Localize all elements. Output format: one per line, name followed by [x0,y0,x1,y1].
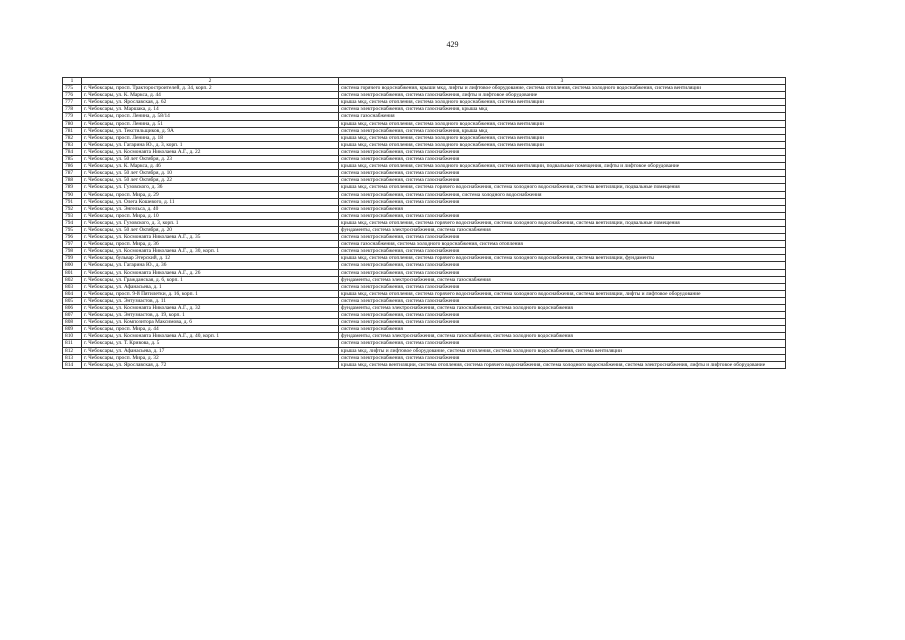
row-address: г. Чебоксары, ул. Олега Кошевого, д. 11 [82,198,339,205]
row-number: 813 [63,354,82,361]
table-row [63,347,786,354]
row-systems: крыша мкд, система отопления, система холодного водоснабжения, система вентиляции [339,134,786,141]
row-number: 777 [63,99,82,106]
table-row [63,297,786,304]
row-number: 786 [63,163,82,170]
row-systems: система электроснабжения [339,205,786,212]
row-systems: крыша мкд, система отопления, система холодного водоснабжения, система вентиляции, подвальные помещения, лифты и лифтовое оборудование [339,163,786,170]
table-row [63,212,786,219]
row-address: г. Чебоксары, ул. Ярославская, д. 72 [82,361,339,368]
table-row [63,92,786,99]
row-number: 784 [63,148,82,155]
row-systems: система электроснабжения, система газоснабжения, крыша мкд [339,127,786,134]
row-address: г. Чебоксары, просп. Ленина, д. 58/14 [82,113,339,120]
row-address: г. Чебоксары, ул. Гузовского, д. 3, корп. 1 [82,219,339,226]
row-number: 776 [63,92,82,99]
row-systems: система электроснабжения, система газоснабжения [339,234,786,241]
row-number: 781 [63,127,82,134]
table-row [63,262,786,269]
table-row [63,85,786,92]
row-number: 795 [63,226,82,233]
row-address: г. Чебоксары, ул. 50 лет Октября, д. 10 [82,170,339,177]
row-number: 779 [63,113,82,120]
row-address: г. Чебоксары, ул. Афанасьева, д. 1 [82,283,339,290]
row-address: г. Чебоксары, ул. Космонавта Николаева А.Г., д. 26 [82,269,339,276]
row-number: 810 [63,333,82,340]
row-systems: система электроснабжения, система газоснабжения [339,170,786,177]
row-address: г. Чебоксары, ул. Космонавта Николаева А.Г., д. 30, корп. 1 [82,248,339,255]
table-row [63,333,786,340]
row-systems: система электроснабжения, система газоснабжения [339,262,786,269]
table-row [63,361,786,368]
row-address: г. Чебоксары, просп. Тракторостроителей, д. 34, корп. 2 [82,85,339,92]
row-systems: система электроснабжения, система газоснабжения, крыша мкд [339,106,786,113]
page-number: 429 [446,40,459,49]
row-systems: система электроснабжения, система газоснабжения [339,312,786,319]
row-number: 806 [63,305,82,312]
row-address: г. Чебоксары, бульвар Эгерский, д. 12 [82,255,339,262]
row-number: 783 [63,141,82,148]
row-systems: крыша мкд, система отопления, система горячего водоснабжения, система холодного водоснабжения, система вентиляции, лифты и лифтовое оборудование [339,290,786,297]
row-systems: крыша мкд, система отопления, система горячего водоснабжения, система холодного водоснабжения, система вентиляции, фундаменты [339,255,786,262]
table-row [63,269,786,276]
table-row [63,219,786,226]
table-row [63,156,786,163]
row-number: 801 [63,269,82,276]
row-address: г. Чебоксары, ул. 50 лет Октября, д. 20 [82,226,339,233]
row-number: 802 [63,276,82,283]
row-systems: система электроснабжения, система газоснабжения, система холодного водоснабжения [339,191,786,198]
row-address: г. Чебоксары, ул. Маршака, д. 14 [82,106,339,113]
row-systems: система газоснабжения [339,113,786,120]
row-systems: система электроснабжения, система газоснабжения, лифты и лифтовое оборудование [339,92,786,99]
row-systems: фундаменты, система электроснабжения, система газоснабжения, система холодного водоснабжения [339,305,786,312]
table-row [63,99,786,106]
row-address: г. Чебоксары, просп. Мира, д. 32 [82,354,339,361]
row-number: 791 [63,198,82,205]
row-address: г. Чебоксары, просп. Мира, д. 29 [82,191,339,198]
row-address: г. Чебоксары, ул. Т. Кривова, д. 5 [82,340,339,347]
table-row [63,241,786,248]
row-systems: крыша мкд, система вентиляции, система отопления, система горячего водоснабжения, система холодного водоснабжения, система электроснабжения, лифты и лифтовое оборудование [339,361,786,368]
row-address: г. Чебоксары, просп. Ленина, д. 18 [82,134,339,141]
row-number: 805 [63,297,82,304]
row-number: 789 [63,184,82,191]
row-address: г. Чебоксары, ул. 50 лет Октября, д. 22 [82,177,339,184]
row-systems: крыша мкд, система отопления, система холодного водоснабжения, система вентиляции [339,120,786,127]
header-cell-address: 2 [82,78,339,85]
row-number: 807 [63,312,82,319]
table-row [63,276,786,283]
row-address: г. Чебоксары, просп. Ленина, д. 51 [82,120,339,127]
row-number: 799 [63,255,82,262]
header-cell-number: 1 [63,78,82,85]
row-systems: система электроснабжения, система газоснабжения [339,198,786,205]
row-address: г. Чебоксары, просп. 9-й Пятилетки, д. 16, корп. 1 [82,290,339,297]
row-address: г. Чебоксары, ул. К. Маркса, д. 44 [82,92,339,99]
row-number: 785 [63,156,82,163]
row-address: г. Чебоксары, ул. Афанасьева, д. 17 [82,347,339,354]
row-number: 811 [63,340,82,347]
row-address: г. Чебоксары, ул. Композитора Максимова, д. 6 [82,319,339,326]
row-number: 787 [63,170,82,177]
row-systems: фундаменты, система электроснабжения, система газоснабжения, система холодного водоснабжения [339,333,786,340]
row-systems: система электроснабжения, система газоснабжения [339,319,786,326]
row-systems: система электроснабжения, система газоснабжения [339,248,786,255]
table-row [63,319,786,326]
row-address: г. Чебоксары, просп. Мира, д. 10 [82,212,339,219]
table-row [63,184,786,191]
row-systems: фундаменты, система электроснабжения, система газоснабжения [339,276,786,283]
row-number: 794 [63,219,82,226]
table-row [63,255,786,262]
table-row [63,205,786,212]
row-number: 797 [63,241,82,248]
row-systems: система электроснабжения, система газоснабжения [339,177,786,184]
row-address: г. Чебоксары, ул. Космонавта Николаева А.Г., д. 35 [82,234,339,241]
table-row [63,326,786,333]
row-number: 798 [63,248,82,255]
row-systems: крыша мкд, система отопления, система горячего водоснабжения, система холодного водоснабжения, система вентиляции, подвальные помещения [339,184,786,191]
row-systems: система электроснабжения, система газоснабжения [339,354,786,361]
row-address: г. Чебоксары, ул. Текстильщиков, д. 9А [82,127,339,134]
table-row [63,134,786,141]
table-row [63,106,786,113]
row-address: г. Чебоксары, ул. Космонавта Николаева А.Г., д. 40, корп. 1 [82,333,339,340]
table-row [63,248,786,255]
row-number: 808 [63,319,82,326]
row-address: г. Чебоксары, ул. Гражданская, д. 6, корп. 1 [82,276,339,283]
row-address: г. Чебоксары, ул. Энгельса, д. 40 [82,205,339,212]
table-row [63,290,786,297]
table-row [63,141,786,148]
table-row [63,191,786,198]
row-number: 782 [63,134,82,141]
table-row [63,354,786,361]
row-systems: система горячего водоснабжения, крыши мкд, лифты и лифтовое оборудование, система отопления, система холодного водоснабжения, система вентиляции [339,85,786,92]
table-row [63,198,786,205]
row-number: 793 [63,212,82,219]
table-row [63,113,786,120]
row-number: 814 [63,361,82,368]
row-systems: система электроснабжения, система газоснабжения [339,156,786,163]
table-row [63,283,786,290]
row-address: г. Чебоксары, ул. Энтузиастов, д. 19, корп. 1 [82,312,339,319]
row-address: г. Чебоксары, ул. Энтузиастов, д. 11 [82,297,339,304]
row-address: г. Чебоксары, ул. Космонавта Николаева А.Г., д. 32 [82,305,339,312]
row-systems: система электроснабжения [339,326,786,333]
row-address: г. Чебоксары, просп. Мира, д. 36 [82,241,339,248]
row-address: г. Чебоксары, ул. Гагарина Ю., д. 36 [82,262,339,269]
table-row [63,312,786,319]
row-systems: крыша мкд, система отопления, система холодного водоснабжения, система вентиляции [339,141,786,148]
row-number: 792 [63,205,82,212]
row-systems: система электроснабжения, система газоснабжения [339,283,786,290]
row-address: г. Чебоксары, ул. 50 лет Октября, д. 23 [82,156,339,163]
row-number: 775 [63,85,82,92]
row-number: 803 [63,283,82,290]
table-row [63,120,786,127]
row-address: г. Чебоксары, ул. Космонавта Николаева А.Г., д. 22 [82,148,339,155]
row-systems: система электроснабжения, система газоснабжения [339,297,786,304]
row-systems: крыша мкд, система отопления, система холодного водоснабжения, система вентиляции [339,99,786,106]
table-row [63,305,786,312]
row-number: 812 [63,347,82,354]
row-number: 780 [63,120,82,127]
table-header-row [63,78,786,85]
table-row [63,177,786,184]
row-systems: система электроснабжения, система газоснабжения [339,148,786,155]
table-row [63,340,786,347]
row-number: 800 [63,262,82,269]
register-table [62,77,786,369]
row-systems: система электроснабжения, система газоснабжения [339,269,786,276]
row-systems: система электроснабжения, система газоснабжения [339,212,786,219]
row-systems: крыша мкд, система отопления, система горячего водоснабжения, система холодного водоснабжения, система вентиляции, подвальные помещения [339,219,786,226]
row-systems: крыша мкд, лифты и лифтовое оборудование, система отопления, система холодного водоснабжения, система вентиляции [339,347,786,354]
table-row [63,226,786,233]
row-address: г. Чебоксары, просп. Мира, д. 44 [82,326,339,333]
row-number: 804 [63,290,82,297]
row-number: 790 [63,191,82,198]
table-row [63,163,786,170]
row-number: 796 [63,234,82,241]
row-systems: система электроснабжения, система газоснабжения [339,340,786,347]
row-address: г. Чебоксары, ул. Ярославская, д. 62 [82,99,339,106]
row-systems: система газоснабжения, система холодного водоснабжения, система отопления [339,241,786,248]
table-row [63,234,786,241]
row-number: 778 [63,106,82,113]
table-row [63,148,786,155]
row-address: г. Чебоксары, ул. К. Маркса, д. 46 [82,163,339,170]
row-systems: фундаменты, система электроснабжения, система газоснабжения [339,226,786,233]
row-address: г. Чебоксары, ул. Гагарина Ю., д. 3, корп. 1 [82,141,339,148]
row-number: 809 [63,326,82,333]
header-cell-systems: 3 [339,78,786,85]
row-number: 788 [63,177,82,184]
row-address: г. Чебоксары, ул. Гузовского, д. 36 [82,184,339,191]
table-row [63,127,786,134]
table-row [63,170,786,177]
